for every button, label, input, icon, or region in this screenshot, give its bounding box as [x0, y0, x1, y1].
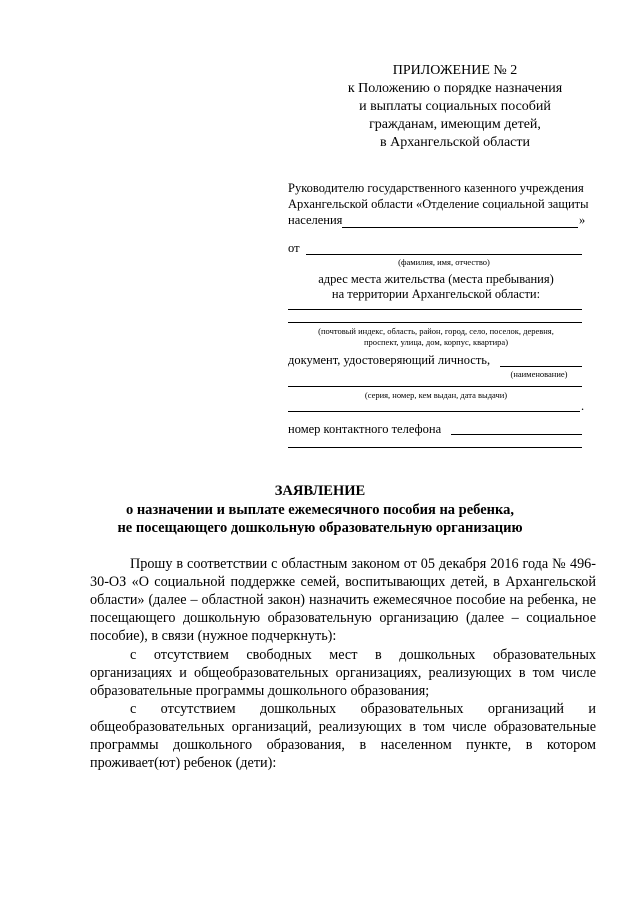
- statement-subtitle: о назначении и выплате ежемесячного пособия на ребенка,: [125, 502, 515, 518]
- identity-doc-name-field-line[interactable]: [500, 366, 582, 367]
- applicant-name-field-line[interactable]: [306, 254, 582, 255]
- identity-doc-hint: (серия, номер, кем выдан, дата выдачи): [364, 390, 508, 400]
- identity-doc-hint: (наименование): [510, 369, 568, 379]
- statement-title: ЗАЯВЛЕНИЕ: [274, 483, 366, 499]
- department-field-line[interactable]: [342, 227, 578, 228]
- appendix-title: ПРИЛОЖЕНИЕ № 2: [392, 63, 518, 78]
- phone-label: номер контактного телефона: [288, 422, 442, 436]
- addressee-line: Архангельской области «Отделение социальной защиты: [288, 197, 589, 211]
- address-hint: (почтовый индекс, область, район, город, село, поселок, деревня,: [318, 326, 554, 336]
- address-label: адрес места жительства (места пребывания): [318, 272, 554, 286]
- appendix-line: в Архангельской области: [380, 135, 530, 150]
- appendix-line: и выплаты социальных пособий: [359, 99, 551, 114]
- identity-doc-field-line[interactable]: [288, 411, 580, 412]
- phone-field-line[interactable]: [288, 447, 582, 448]
- address-field-line[interactable]: [288, 309, 582, 310]
- address-field-line[interactable]: [288, 322, 582, 323]
- address-label: на территории Архангельской области:: [331, 287, 541, 301]
- addressee-quote: »: [579, 213, 586, 227]
- body-paragraph: с отсутствием свободных мест в дошкольных образовательных организациях и общеобразовательных организациях, реализующих в том числе образовательные программы дошкольного образования;: [90, 647, 596, 700]
- address-hint: проспект, улица, дом, корпус, квартира): [363, 337, 509, 347]
- from-hint: (фамилия, имя, отчество): [398, 257, 490, 267]
- identity-doc-field-line[interactable]: [288, 386, 582, 387]
- statement-subtitle: не посещающего дошкольную образовательную организацию: [117, 520, 523, 536]
- body-paragraph: с отсутствием дошкольных образовательных организаций и общеобразовательных организаций, реализующих в том числе образовательные программы дошкольного образования, в населенном пункте, в котором проживает(ют) ребенок (дети):: [90, 701, 596, 772]
- identity-doc-end: .: [581, 399, 585, 413]
- appendix-line: к Положению о порядке назначения: [347, 81, 563, 96]
- addressee-line: населения: [288, 213, 343, 227]
- addressee-line: Руководителю государственного казенного учреждения: [288, 181, 584, 195]
- body-paragraph: Прошу в соответствии с областным законом от 05 декабря 2016 года № 496-30-ОЗ «О социальной поддержке семей, воспитывающих детей, в Архангельской области» (далее – областной закон) назначить ежемесячное пособие на ребенка, не посещающего дошкольную образовательную организацию (далее – социальное пособие), в связи (нужное подчеркнуть):: [90, 556, 596, 645]
- phone-field-line[interactable]: [451, 434, 582, 435]
- identity-doc-label: документ, удостоверяющий личность,: [288, 353, 491, 367]
- from-label: от: [288, 241, 300, 255]
- appendix-line: гражданам, имеющим детей,: [369, 117, 541, 132]
